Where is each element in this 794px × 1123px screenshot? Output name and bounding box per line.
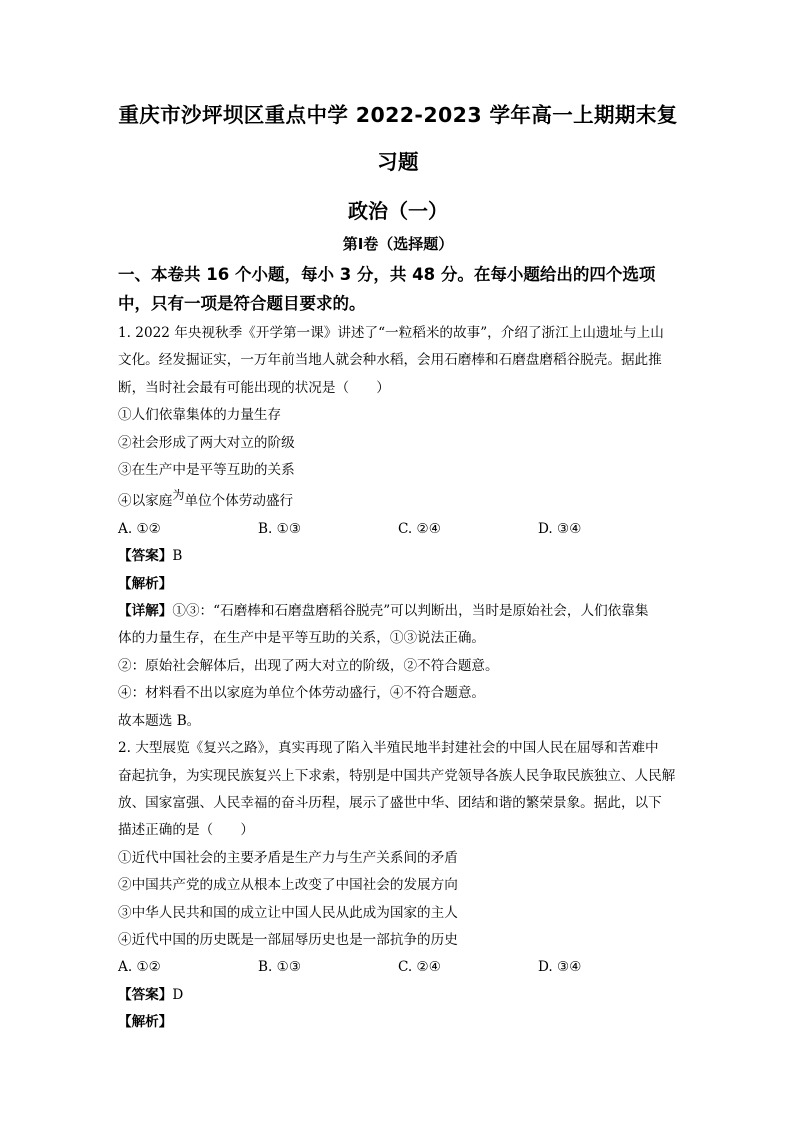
q2-option-b: B. ①③ <box>258 959 302 976</box>
subject-heading: 政治（一） <box>348 199 448 223</box>
volume-heading: 第Ⅰ卷（选择题） <box>342 235 454 253</box>
q1-detail-line-3: ②：原始社会解体后，出现了两大对立的阶级，②不符合题意。 <box>118 657 499 674</box>
q2-option-d: D. ③④ <box>538 959 582 976</box>
q1-option-a: A. ①② <box>118 520 161 537</box>
q1-item-4-start: ④以家庭 <box>118 493 173 510</box>
q2-option-a: A. ①② <box>118 959 161 976</box>
q2-item-2: ②中国共产党的成立从根本上改变了中国社会的发展方向 <box>118 877 458 894</box>
q2-analysis-tag: 【解析】 <box>118 1014 173 1031</box>
q1-item-4-end: 单位个体劳动盛行 <box>184 493 294 510</box>
q1-option-b: B. ①③ <box>258 520 302 537</box>
q1-option-d: D. ③④ <box>538 520 582 537</box>
q1-item-2: ②社会形成了两大对立的阶级 <box>118 434 295 451</box>
q2-answer <box>118 982 678 1009</box>
q2-stem-line-4: 描述正确的是（ ） <box>118 822 254 839</box>
q2-stem-line-1: 2. 大型展览《复兴之路》，真实再现了陷入半殖民地半封建社会的中国人民在屈辱和苦难中 <box>118 740 659 757</box>
q1-conclusion: 故本题选 B。 <box>118 712 201 729</box>
question-1 <box>118 320 678 735</box>
q1-answer-tag: 【答案】 <box>118 548 173 565</box>
q2-item-1: ①近代中国社会的主要矛盾是生产力与生产关系间的矛盾 <box>118 849 458 866</box>
title-line-2: 习题 <box>377 150 419 174</box>
q2-answer-value: D <box>172 986 184 1003</box>
q1-detail-line-4: ④：材料看不出以家庭为单位个体劳动盛行，④不符合题意。 <box>118 685 486 702</box>
question-2 <box>118 735 678 1036</box>
q1-item-1: ①人们依靠集体的力量生存 <box>118 407 282 424</box>
q2-item-4: ④近代中国的历史既是一部屈辱历史也是一部抗争的历史 <box>118 931 458 948</box>
q1-detail-tag: 【详解】 <box>118 603 173 620</box>
q1-options <box>118 516 678 543</box>
q1-item-4-sup: 为 <box>172 488 185 503</box>
q1-option-c: C. ②④ <box>398 520 441 537</box>
q1-item-4 <box>118 488 678 515</box>
exam-page <box>118 92 678 1037</box>
q2-stem-line-2: 奋起抗争，为实现民族复兴上下求索，特别是中国共产党领导各族人民争取民族独立、人民解 <box>118 767 676 784</box>
q2-option-c: C. ②④ <box>398 959 441 976</box>
q1-answer-value: B <box>172 548 183 565</box>
q1-detail-line-1 <box>118 598 678 625</box>
q2-answer-tag: 【答案】 <box>118 986 173 1003</box>
q1-answer <box>118 543 678 570</box>
document-title <box>118 92 678 186</box>
q1-analysis-tag: 【解析】 <box>118 575 173 592</box>
q2-options <box>118 954 678 981</box>
title-line-1: 重庆市沙坪坝区重点中学 2022-2023 学年高一上期期末复 <box>118 103 678 127</box>
q1-detail-line-2: 体的力量生存，在生产中是平等互助的关系，①③说法正确。 <box>118 630 486 647</box>
q1-stem-line-1: 1. 2022 年央视秋季《开学第一课》讲述了“一粒稻米的故事”，介绍了浙江上山遗址与上山 <box>118 325 664 341</box>
q1-item-3: ③在生产中是平等互助的关系 <box>118 462 295 479</box>
q1-stem-line-3: 断，当时社会最有可能出现的状况是（ ） <box>118 379 390 396</box>
q1-stem-line-2: 文化。经发掘证实，一万年前当地人就会种水稻，会用石磨棒和石磨盘磨稻谷脱壳。据此推 <box>118 352 662 369</box>
q2-item-3: ③中华人民共和国的成立让中国人民从此成为国家的主人 <box>118 904 458 921</box>
q2-stem-line-3: 放、国家富强、人民幸福的奋斗历程，展示了盛世中华、团结和谐的繁荣景象。据此，以下 <box>118 794 662 811</box>
q1-detail-text-1: ①③：“石磨棒和石磨盘磨稻谷脱壳”可以判断出，当时是原始社会，人们依靠集 <box>172 603 649 620</box>
section-instructions: 一、本卷共 16 个小题，每小 3 分，共 48 分。在每小题给出的四个选项中，只有一项是符合题目要求的。 <box>118 265 656 313</box>
